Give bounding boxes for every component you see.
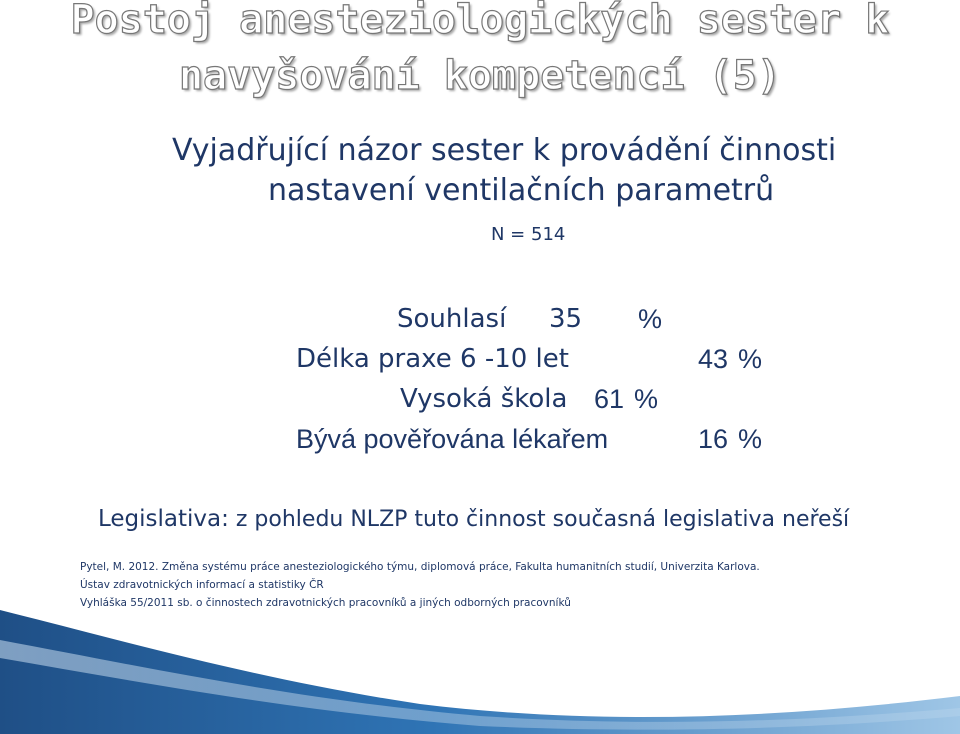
stat-agree-number: 35 [549, 304, 583, 334]
stat-university-unit: % [634, 384, 659, 414]
stat-university-number: 61 [594, 384, 625, 414]
legislation-note [98, 508, 849, 531]
legislation-text: z pohledu NLZP tuto činnost současná legislativa neřeší [235, 507, 850, 532]
stat-university-label: Vysoká škola [400, 384, 568, 414]
legislation-label: Legislativa: [98, 506, 229, 532]
reference-pytel: Pytel, M. 2012. Změna systému práce anesteziologického týmu, diplomová práce, Fakulta humanitních studií, Univerzita Karlova. [80, 561, 760, 573]
reference-uzis: Ústav zdravotnických informací a statistiky ČR [80, 579, 324, 591]
stat-agree-unit: % [638, 304, 663, 334]
subtitle-line-1: Vyjadřující názor sester k provádění činnosti [172, 133, 837, 168]
stat-delegated-unit: % [738, 424, 763, 454]
decorative-wave [0, 597, 960, 734]
reference-vyhlaska: Vyhláška 55/2011 sb. o činnostech zdravotnických pracovníků a jiných odborných pracovníků [80, 597, 571, 609]
stat-delegated-label: Bývá pověřována lékařem [296, 424, 609, 454]
stat-agree-label: Souhlasí [397, 304, 507, 334]
stat-practice-label: Délka praxe 6 -10 let [296, 344, 569, 374]
stat-practice-unit: % [738, 344, 763, 374]
slide-title-line-1: Postoj anesteziologických sester k [70, 0, 890, 43]
stat-delegated-number: 16 [698, 424, 729, 454]
sample-size: N = 514 [491, 224, 566, 245]
stat-practice-number: 43 [698, 344, 729, 374]
subtitle-line-2: nastavení ventilačních parametrů [268, 173, 775, 208]
slide-title-line-2: navyšování kompetencí (5) [178, 53, 782, 99]
